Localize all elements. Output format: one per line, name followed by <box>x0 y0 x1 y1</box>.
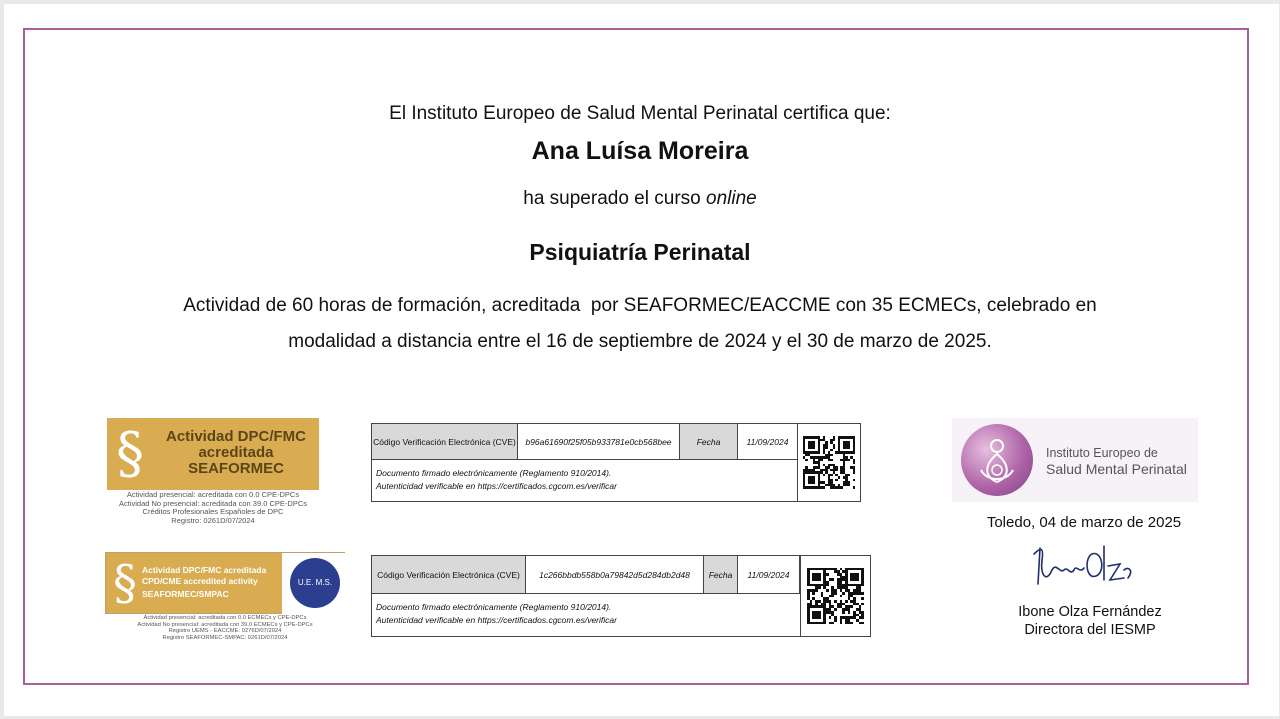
course-title: Psiquiatría Perinatal <box>529 239 751 265</box>
badge-details <box>107 491 319 525</box>
badge-title-line-3: SEAFORMEC/SMPAC <box>142 589 229 599</box>
cve-note <box>376 467 617 493</box>
course-description <box>0 288 1280 360</box>
description-line-1: Actividad de 60 horas de formación, acreditada por SEAFORMEC/EACCME con 35 ECMECs, celebrado en <box>183 295 1097 316</box>
badge-detail-4: Registro: 0261D/07/2024 <box>171 515 255 525</box>
qr-module <box>861 622 864 625</box>
badge-detail-1: Actividad presencial: acreditada con 0.0 ECMECs y CPE-DPCs <box>143 615 307 621</box>
badge-title-line-1: Actividad DPC/FMC acreditada <box>142 565 267 575</box>
signer-role: Directora del IESMP <box>1024 622 1156 638</box>
badge-gold-panel <box>105 552 345 614</box>
handwritten-signature <box>1030 540 1140 592</box>
badge-detail-4: Registro SEAFORMEC-SMPAC: 0261D/07/2024 <box>162 634 288 641</box>
cve-note-line-2: Autenticidad verificable en https://certificados.cgcom.es/verificar <box>376 615 617 625</box>
badge-title <box>142 565 282 600</box>
cve-note <box>376 601 617 627</box>
section-seal-icon: § <box>113 555 137 611</box>
badge-detail-2: Actividad No presencial: acreditada con 39.0 ECMECs y CPE-DPCs <box>137 621 313 628</box>
place-and-date: Toledo, 04 de marzo de 2025 <box>986 514 1182 531</box>
lotus-mother-icon <box>961 424 1033 496</box>
uems-emblem <box>282 553 346 615</box>
lotus-figure-icon <box>961 424 1033 496</box>
eu-stars-icon: U.E. M.S. <box>290 558 340 608</box>
cve-code: 1c266bbdb558b0a79842d5d284db2d48 <box>526 556 704 594</box>
course-line-prefix: ha superado el curso <box>523 188 706 209</box>
signer-block <box>945 603 1235 639</box>
badge-detail-1: Actividad presencial: acreditada con 0.0 CPE-DPCs <box>126 490 300 499</box>
certificate-intro: El Instituto Europeo de Salud Mental Perinatal certifica que: <box>389 103 891 124</box>
cve-note-line-1: Documento firmado electrónicamente (Reglamento 910/2014). <box>376 602 612 612</box>
signer-name: Ibone Olza Fernández <box>1018 604 1162 620</box>
cve-label: Código Verificación Electrónica (CVE) <box>372 424 518 460</box>
badge-title-line-2: CPD/CME accredited activity <box>142 575 258 586</box>
badge-detail-2: Actividad No presencial: acreditada con 39.0 CPE-DPCs <box>118 498 307 508</box>
cve-label: Código Verificación Electrónica (CVE) <box>372 556 526 594</box>
course-line <box>0 188 1280 210</box>
cve-fecha-label: Fecha <box>680 424 738 460</box>
cve-code: b96a61690f25f05b933781e0cb568bee <box>518 424 680 460</box>
description-line-2: modalidad a distancia entre el 16 de septiembre de 2024 y el 30 de marzo de 2025. <box>288 331 992 352</box>
badge-detail-3: Registro UEMS - EACCME: 0276D/07/2024 <box>168 628 282 634</box>
cve-fecha: 11/09/2024 <box>738 424 798 460</box>
qr-code-area <box>797 424 860 501</box>
qr-code-area <box>800 556 870 636</box>
cve-fecha-label: Fecha <box>704 556 738 594</box>
cve-fecha: 11/09/2024 <box>738 556 800 594</box>
smpac-accreditation-badge <box>105 552 345 647</box>
cve-verification-box-2 <box>371 555 871 637</box>
badge-gold-panel <box>107 418 319 490</box>
qr-code-icon <box>807 568 864 625</box>
logo-text-line-1: Instituto Europeo de <box>1046 446 1158 460</box>
badge-details <box>105 615 345 641</box>
badge-title <box>153 429 319 477</box>
qr-module <box>853 486 856 489</box>
recipient-name: Ana Luísa Moreira <box>531 137 749 165</box>
course-mode: online <box>706 188 757 209</box>
cve-note-line-2: Autenticidad verificable en https://certificados.cgcom.es/verificar <box>376 481 617 491</box>
qr-code-icon <box>803 436 856 489</box>
badge-detail-3: Créditos Profesionales Españoles de DPC <box>142 507 284 516</box>
section-seal-icon: § <box>116 421 144 486</box>
cve-verification-box-1 <box>371 423 861 502</box>
badge-title-line-1: Actividad DPC/FMC <box>165 428 306 445</box>
seaformec-accreditation-badge <box>107 418 319 528</box>
badge-title-line-2: acreditada <box>198 444 274 461</box>
institute-logo <box>952 418 1198 502</box>
cve-note-line-1: Documento firmado electrónicamente (Reglamento 910/2014). <box>376 468 612 478</box>
logo-text-line-2: Salud Mental Perinatal <box>1046 461 1187 477</box>
badge-title-line-3: SEAFORMEC <box>188 460 284 477</box>
